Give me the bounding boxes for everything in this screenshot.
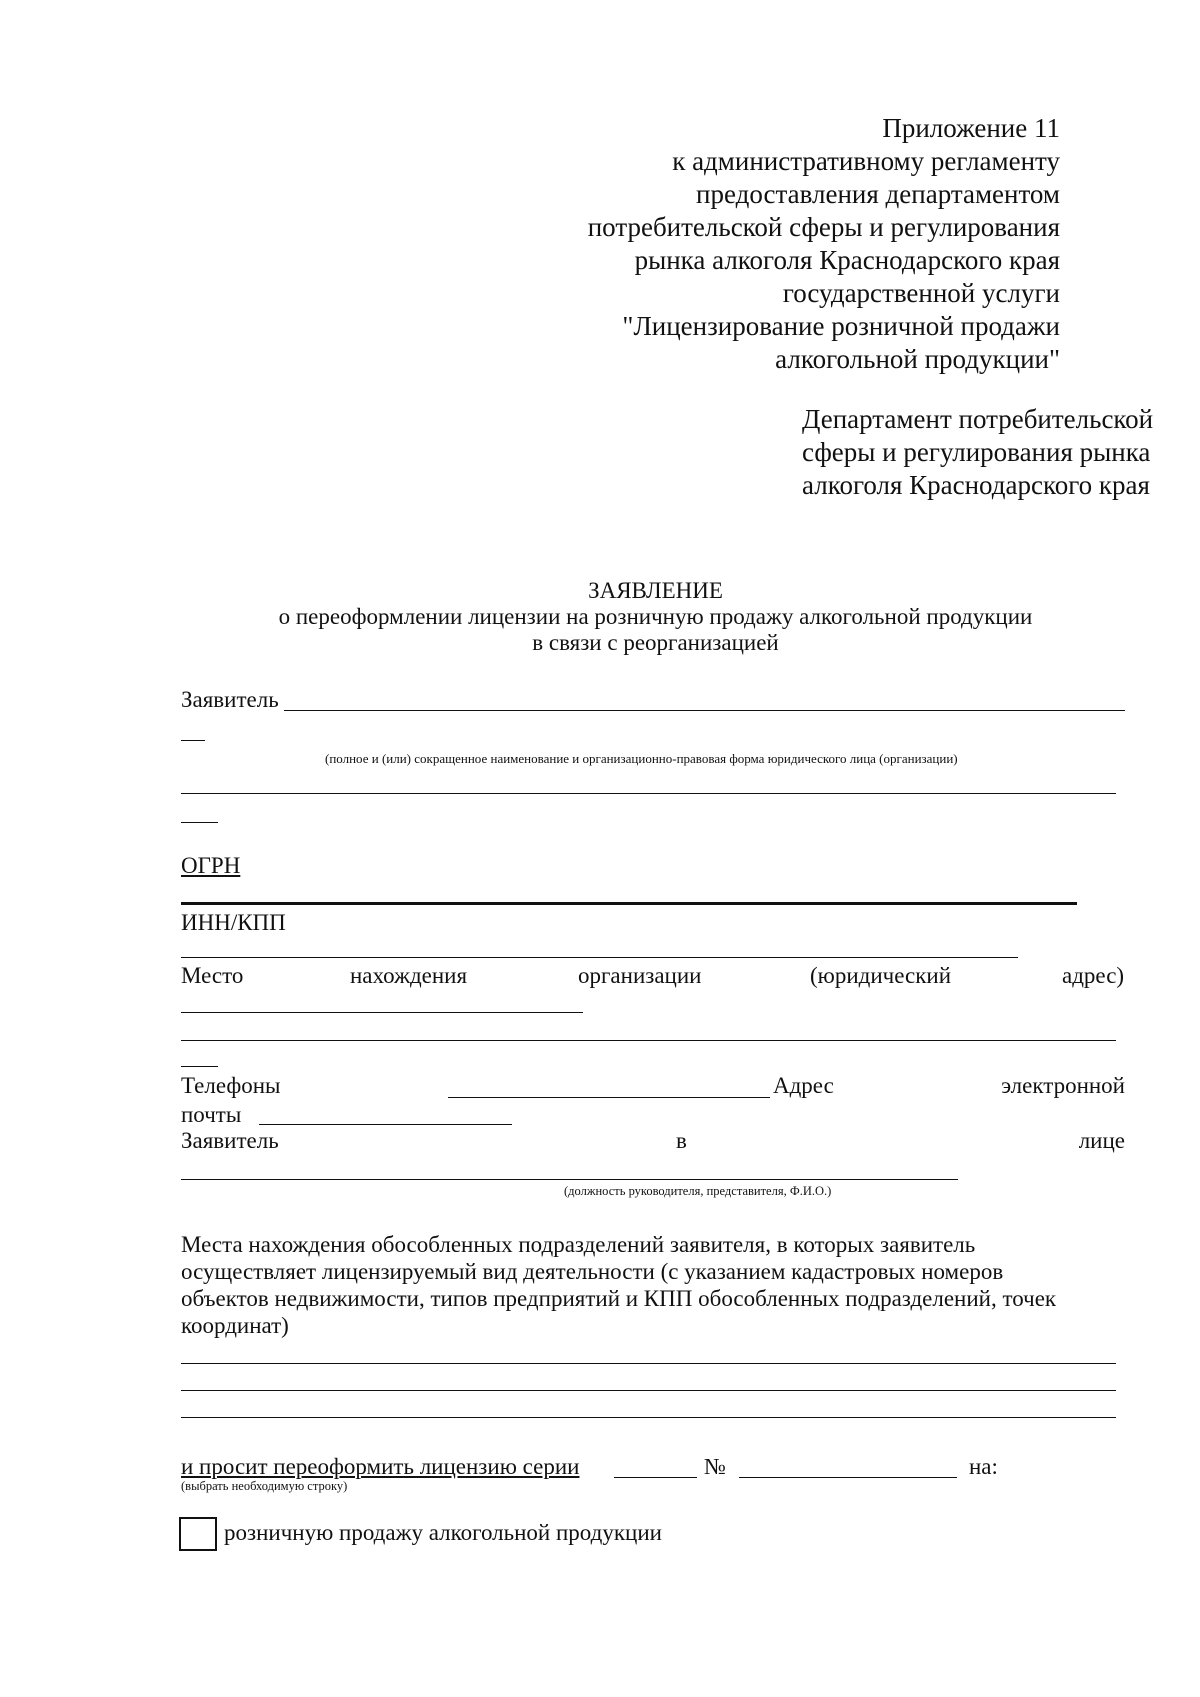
location-word-4: (юридический — [810, 963, 952, 988]
ogrn-label: ОГРН — [181, 853, 241, 878]
location-word-2: нахождения — [350, 963, 468, 988]
statement-subtitle-2: в связи с реорганизацией — [532, 630, 779, 655]
subdivisions-input-line-1[interactable] — [181, 1363, 1116, 1364]
subdivisions-text-4: координат) — [181, 1313, 289, 1338]
appendix-line-5: рынка алкоголя Краснодарского края — [634, 245, 1060, 275]
appendix-line-7: "Лицензирование розничной продажи — [622, 311, 1060, 341]
inn-kpp-label: ИНН/КПП — [181, 910, 286, 935]
choose-hint: (выбрать необходимую строку) — [181, 1479, 348, 1493]
location-word-1: Место — [181, 963, 244, 988]
rep-input-line[interactable] — [181, 1179, 958, 1180]
applicant-label: Заявитель — [181, 687, 279, 712]
applicant-input-line-2[interactable] — [181, 793, 1116, 794]
request-text: и просит переоформить лицензию серии — [181, 1454, 580, 1479]
subdivisions-input-line-2[interactable] — [181, 1390, 1116, 1391]
number-sign: № — [704, 1454, 726, 1479]
ogrn-input-line[interactable] — [181, 902, 1077, 905]
statement-title: ЗАЯВЛЕНИЕ — [588, 578, 723, 603]
appendix-line-2: к административному регламенту — [672, 146, 1060, 176]
email-word-1: Адрес — [773, 1073, 834, 1098]
option-1-label: розничную продажу алкогольной продукции — [224, 1520, 662, 1545]
email-input-line[interactable] — [259, 1124, 512, 1125]
license-series-input-line[interactable] — [614, 1477, 697, 1478]
applicant-input-line[interactable] — [284, 710, 1125, 711]
applicant-hint: (полное и (или) сокращенное наименование и организационно-правовая форма юридического лица (организации) — [325, 751, 958, 766]
phones-input-line[interactable] — [448, 1097, 770, 1098]
rep-hint: (должность руководителя, представителя, Ф.И.О.) — [564, 1184, 832, 1198]
location-word-3: организации — [578, 963, 702, 988]
addressee-line-2: сферы и регулирования рынка — [802, 437, 1151, 467]
rep-word-1: Заявитель — [181, 1128, 279, 1153]
subdivisions-text-1: Места нахождения обособленных подразделений заявителя, в которых заявитель — [181, 1232, 976, 1257]
appendix-line-3: предоставления департаментом — [696, 179, 1060, 209]
inn-kpp-input-line[interactable] — [181, 957, 1018, 958]
option-1-checkbox[interactable] — [179, 1517, 217, 1551]
phones-label: Телефоны — [181, 1073, 281, 1098]
subdivisions-input-line-3[interactable] — [181, 1417, 1116, 1418]
appendix-line-1: Приложение 11 — [882, 113, 1060, 143]
license-number-input-line[interactable] — [739, 1477, 957, 1478]
appendix-line-8: алкогольной продукции" — [775, 344, 1060, 374]
on-label: на: — [969, 1454, 998, 1479]
location-input-line-1[interactable] — [181, 1012, 583, 1013]
dash-mark — [181, 1066, 218, 1067]
appendix-line-4: потребительской сферы и регулирования — [587, 212, 1060, 242]
appendix-line-6: государственной услуги — [782, 278, 1060, 308]
email-word-2: электронной — [1001, 1073, 1125, 1098]
addressee-line-1: Департамент потребительской — [802, 404, 1154, 434]
rep-word-2: в — [676, 1128, 687, 1153]
dash-mark — [181, 822, 218, 823]
location-word-5: адрес) — [1062, 963, 1125, 988]
email-word-3: почты — [181, 1102, 242, 1127]
subdivisions-text-2: осуществляет лицензируемый вид деятельности (с указанием кадастровых номеров — [181, 1259, 1004, 1284]
statement-subtitle-1: о переоформлении лицензии на розничную продажу алкогольной продукции — [278, 604, 1033, 629]
subdivisions-text-3: объектов недвижимости, типов предприятий и КПП обособленных подразделений, точек — [181, 1286, 1057, 1311]
rep-word-3: лице — [1078, 1128, 1125, 1153]
location-input-line-2[interactable] — [181, 1040, 1116, 1041]
addressee-line-3: алкоголя Краснодарского края — [802, 470, 1150, 500]
dash-mark — [181, 740, 205, 741]
